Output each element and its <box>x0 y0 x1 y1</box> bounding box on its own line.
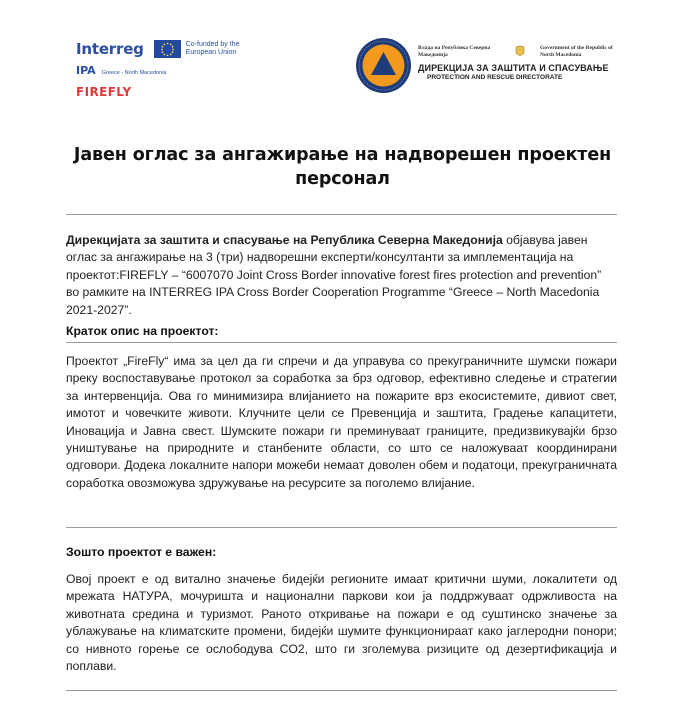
firefly-logo: FIREFLY <box>76 85 132 99</box>
program-logos <box>76 40 276 99</box>
ipa-subtitle: Greece - North Macedonia <box>101 70 167 76</box>
interreg-wordmark: Interreg <box>76 40 144 58</box>
divider <box>66 214 617 215</box>
intro-bold: Дирекцијата за заштита и спасување на Република Северна Македонија <box>66 233 503 247</box>
ipa-wordmark: IPA <box>76 64 96 77</box>
directorate-name-en: PROTECTION AND RESCUE DIRECTORATE <box>427 74 563 81</box>
importance-paragraph: Овој проект е од витално значење бидејќи регионите имаат критични шуми, локалитети од мрежата НАТУРА, мочуришта и национални паркови кои ја поддржуваат одржливоста на животната средина и туризмот. Раното откривање на пожари е од суштинско значење за ублажување на климатските промени, бидејќи шумите функционираат како јаглеродни понори; со нивното горење се ослободува CO2, што ги зголемува ризиците од дезертификација и поплави. <box>66 572 617 674</box>
interreg-logo <box>76 40 276 58</box>
intro-text: објавува јавен оглас за ангажирање на 3 (три) надворешни експерти/консултанти за имплементација на проектот:FIREFLY – “6007070 Joint Cross Border innovative forest fires protection and prevention” во рамките на INTERREG IPA Cross Border Cooperation Programme “Greece – North Macedonia 2021-2027”. <box>66 233 602 317</box>
directorate-name-mk: ДИРЕКЦИЈА ЗА ЗАШТИТА И СПАСУВАЊЕ <box>418 63 609 73</box>
eu-flag-icon <box>154 40 181 58</box>
title-line-2: персонал <box>295 169 390 189</box>
government-name-en: Government of the Republic of North Macedonia <box>540 45 613 58</box>
section-heading-importance: Зошто проектот е важен: <box>66 545 217 559</box>
description-paragraph: Проектот „FireFly“ има за цел да ги спречи и да управува со прекуграничните шумски пожари преку воспоставување протокол за соработка за брз одговор, ефективно следење и стратегии за интервенција. Ова го минимизира влијанието на пожарите врз екосистемите, дивиот свет, имотот и човечките животи. Клучните цели се Превенција и заштита, Градење капацитети, Иновација и Јавна свест. Шумските пожари ги преминуваат границите, предизвикувајќи брзо уништување на природните и станбените области, со што се наложуваат координирани одговори. Додека локалните напори можеби немаат доволен обем и податоци, прекуграничната соработка овозможува здружување на ресурсите за поголемо влијание. <box>66 354 617 490</box>
government-name-mk: Влада на Република Северна Македонија <box>418 45 491 58</box>
divider <box>66 527 617 528</box>
section-heading-description: Краток опис на проектот: <box>66 324 219 338</box>
government-header <box>418 45 618 81</box>
divider <box>66 342 617 343</box>
intro-paragraph <box>66 232 617 319</box>
cofunded-text: Co-funded by the European Union <box>185 41 240 56</box>
page-title <box>60 143 625 191</box>
coat-of-arms-icon <box>514 45 526 58</box>
protection-rescue-emblem-icon <box>355 37 412 94</box>
divider <box>66 690 617 691</box>
title-line-1: Јавен оглас за ангажирање на надворешен проектен <box>73 145 612 165</box>
ipa-logo <box>76 64 276 77</box>
